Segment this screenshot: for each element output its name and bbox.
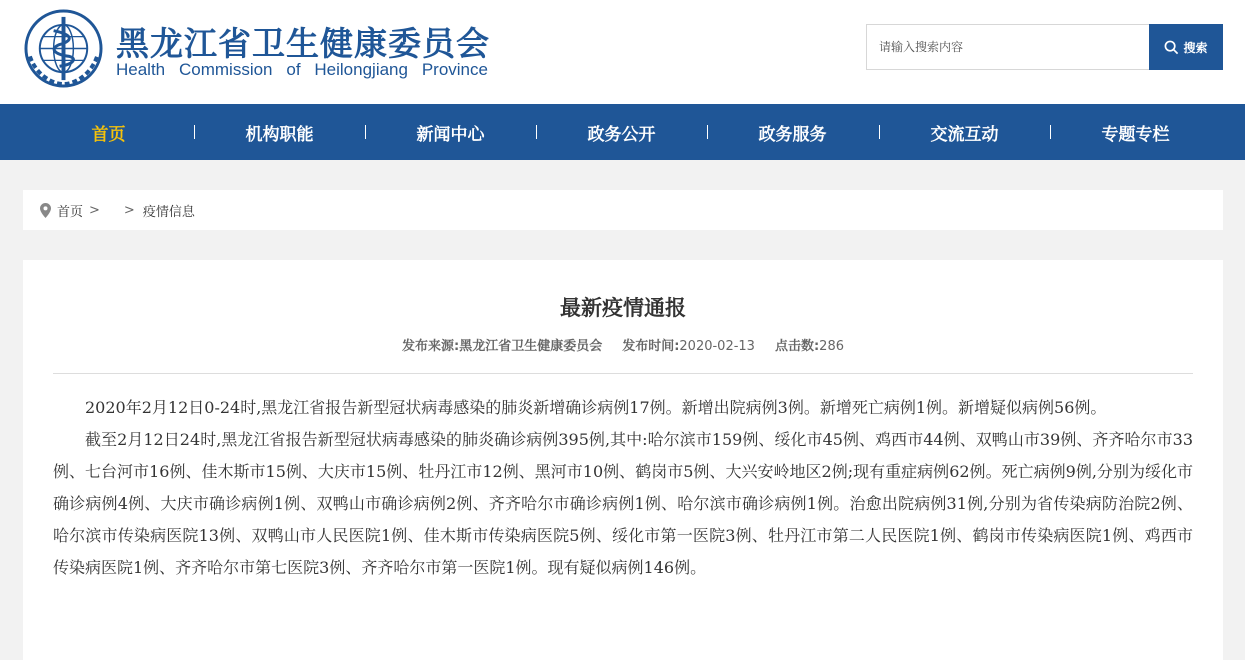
meta-clicks	[775, 335, 844, 354]
breadcrumb	[23, 190, 1223, 230]
breadcrumb-separator: >	[123, 202, 135, 218]
nav-item-gov-affairs[interactable]: 政务公开	[587, 124, 656, 145]
meta-date-value: 2020-02-13	[679, 339, 755, 354]
meta-source-value: 黑龙江省卫生健康委员会	[459, 339, 603, 354]
main-nav	[0, 104, 1245, 160]
nav-item-interaction[interactable]: 交流互动	[930, 124, 999, 145]
meta-source	[402, 335, 602, 354]
search-icon	[1164, 40, 1179, 55]
nav-item-institution[interactable]: 机构职能	[245, 124, 314, 145]
meta-clicks-label: 点击数:	[774, 339, 820, 354]
nav-item-home[interactable]: 首页	[91, 124, 126, 145]
subtitle-word: Commission	[178, 60, 273, 79]
breadcrumb-home-link[interactable]: 首页	[57, 204, 84, 220]
location-pin-icon	[40, 203, 51, 218]
article-title: 最新疫情通报	[560, 296, 686, 320]
search-button-label: 搜索	[1183, 40, 1208, 55]
breadcrumb-current-link[interactable]: 疫情信息	[142, 204, 195, 220]
subtitle-word: Health	[116, 60, 166, 79]
search-input[interactable]	[866, 24, 1149, 70]
nav-item-services[interactable]: 政务服务	[758, 124, 827, 145]
article-meta	[23, 335, 1223, 354]
meta-clicks-value: 286	[819, 339, 844, 354]
article-paragraph: 2020年2月12日0-24时,黑龙江省报告新型冠状病毒感染的肺炎新增确诊病例17例。新增出院病例3例。新增死亡病例1例。新增疑似病例56例。	[85, 398, 1107, 417]
meta-date-label: 发布时间:	[622, 339, 680, 354]
nav-item-topics[interactable]: 专题专栏	[1101, 124, 1170, 145]
meta-date	[622, 335, 755, 354]
breadcrumb-separator: >	[89, 202, 100, 218]
site-subtitle-en	[116, 60, 488, 80]
search-button[interactable]	[1149, 24, 1223, 70]
nav-item-news[interactable]: 新闻中心	[416, 124, 485, 145]
title-divider	[53, 373, 1193, 374]
site-header	[0, 0, 1245, 104]
who-emblem-icon[interactable]	[24, 9, 103, 88]
article-paragraph: 截至2月12日24时,黑龙江省报告新型冠状病毒感染的肺炎确诊病例395例,其中:哈尔滨市159例、绥化市45例、鸡西市44例、双鸭山市39例、齐齐哈尔市33例、七台河市16例、佳木斯市15例、大庆市15例、牡丹江市12例、黑河市10例、鹤岗市5例、大兴安岭地区2例;现有重症病例62例。死亡病例9例,分别为绥化市确诊病例4例、大庆市确诊病例1例、双鸭山市确诊病例2例、齐齐哈尔市确诊病例1例、哈尔滨市确诊病例1例。治愈出院病例31例,分别为省传染病防治院2例、哈尔滨市传染病医院13例、双鸭山市人民医院1例、佳木斯市传染病医院5例、绥化市第一医院3例、牡丹江市第二人民医院1例、鹤岗市传染病医院1例、鸡西市传染病医院1例、齐齐哈尔市第七医院3例、齐齐哈尔市第一医院1例。现有疑似病例146例。	[53, 430, 1193, 577]
article-body	[53, 392, 1193, 584]
article-panel	[23, 260, 1223, 660]
subtitle-word: Province	[421, 60, 488, 79]
meta-source-label: 发布来源:	[401, 339, 460, 354]
subtitle-word: of	[286, 60, 301, 79]
subtitle-word: Heilongjiang	[314, 60, 408, 79]
site-title[interactable]: 黑龙江省卫生健康委员会	[116, 24, 490, 63]
